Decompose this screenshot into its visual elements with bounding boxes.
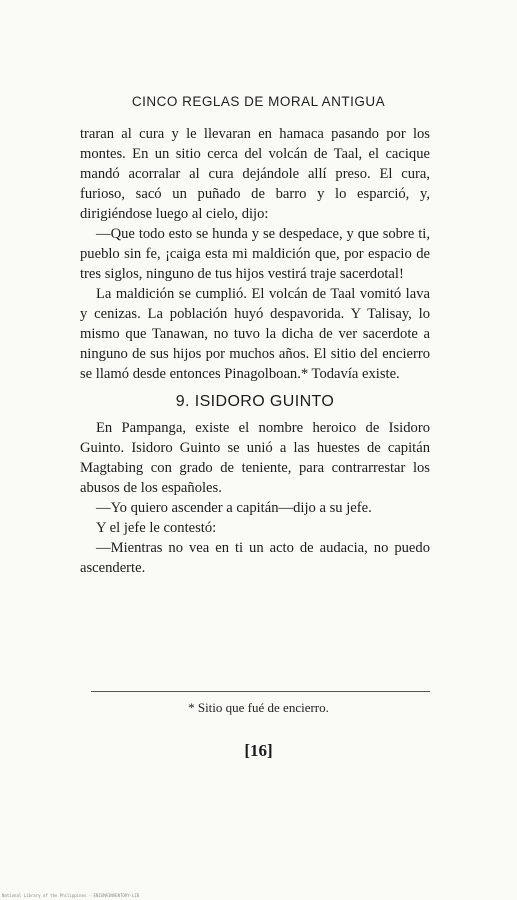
paragraph: En Pampanga, existe el nombre heroico de Isidoro Guinto. Isidoro Guinto se unió a las huestes de capitán Magtabing con grado de teniente, para contrarrestar los abusos de los españoles. <box>80 420 430 496</box>
paragraph: Y el jefe le contestó: <box>96 520 217 536</box>
footnote: * Sitio que fué de encierro. <box>188 700 329 715</box>
footnote-divider <box>91 691 430 692</box>
paragraph: La maldición se cumplió. El volcán de Taal vomitó lava y cenizas. La población huyó despavorida. Y Talisay, lo mismo que Tanawan, no tuvo la dicha de ver sacerdote a ninguno de sus hijos por muchos años. El sitio del encierro se llamó desde entonces Pinagolboan.* Todavía existe. <box>80 286 430 382</box>
paragraph: —Que todo esto se hunda y se despedace, y que sobre ti, pueblo sin fe, ¡caiga esta mi maldición que, por espacio de tres siglos, ninguno de tus hijos vestirá traje sacerdotal! <box>80 226 430 282</box>
library-watermark: National Library of the Philippines · ENIGMAINVENTORY·LIB <box>2 893 140 898</box>
page-number: [16] <box>244 741 273 760</box>
running-head: CINCO REGLAS DE MORAL ANTIGUA <box>131 94 386 109</box>
paragraph: —Mientras no vea en ti un acto de audacia, no puedo ascenderte. <box>80 540 430 576</box>
paragraph: traran al cura y le llevaran en hamaca pasando por los montes. En un sitio cerca del volcán de Taal, el cacique mandó acorralar al cura dejándole allí preso. El cura, furioso, sacó un puñado de barro y lo esparció, y, dirigiéndose luego al cielo, dijo: <box>80 126 430 222</box>
paragraph: —Yo quiero ascender a capitán—dijo a su jefe. <box>96 500 372 516</box>
body-text <box>80 124 430 578</box>
section-heading: 9. ISIDORO GUINTO <box>175 393 335 410</box>
